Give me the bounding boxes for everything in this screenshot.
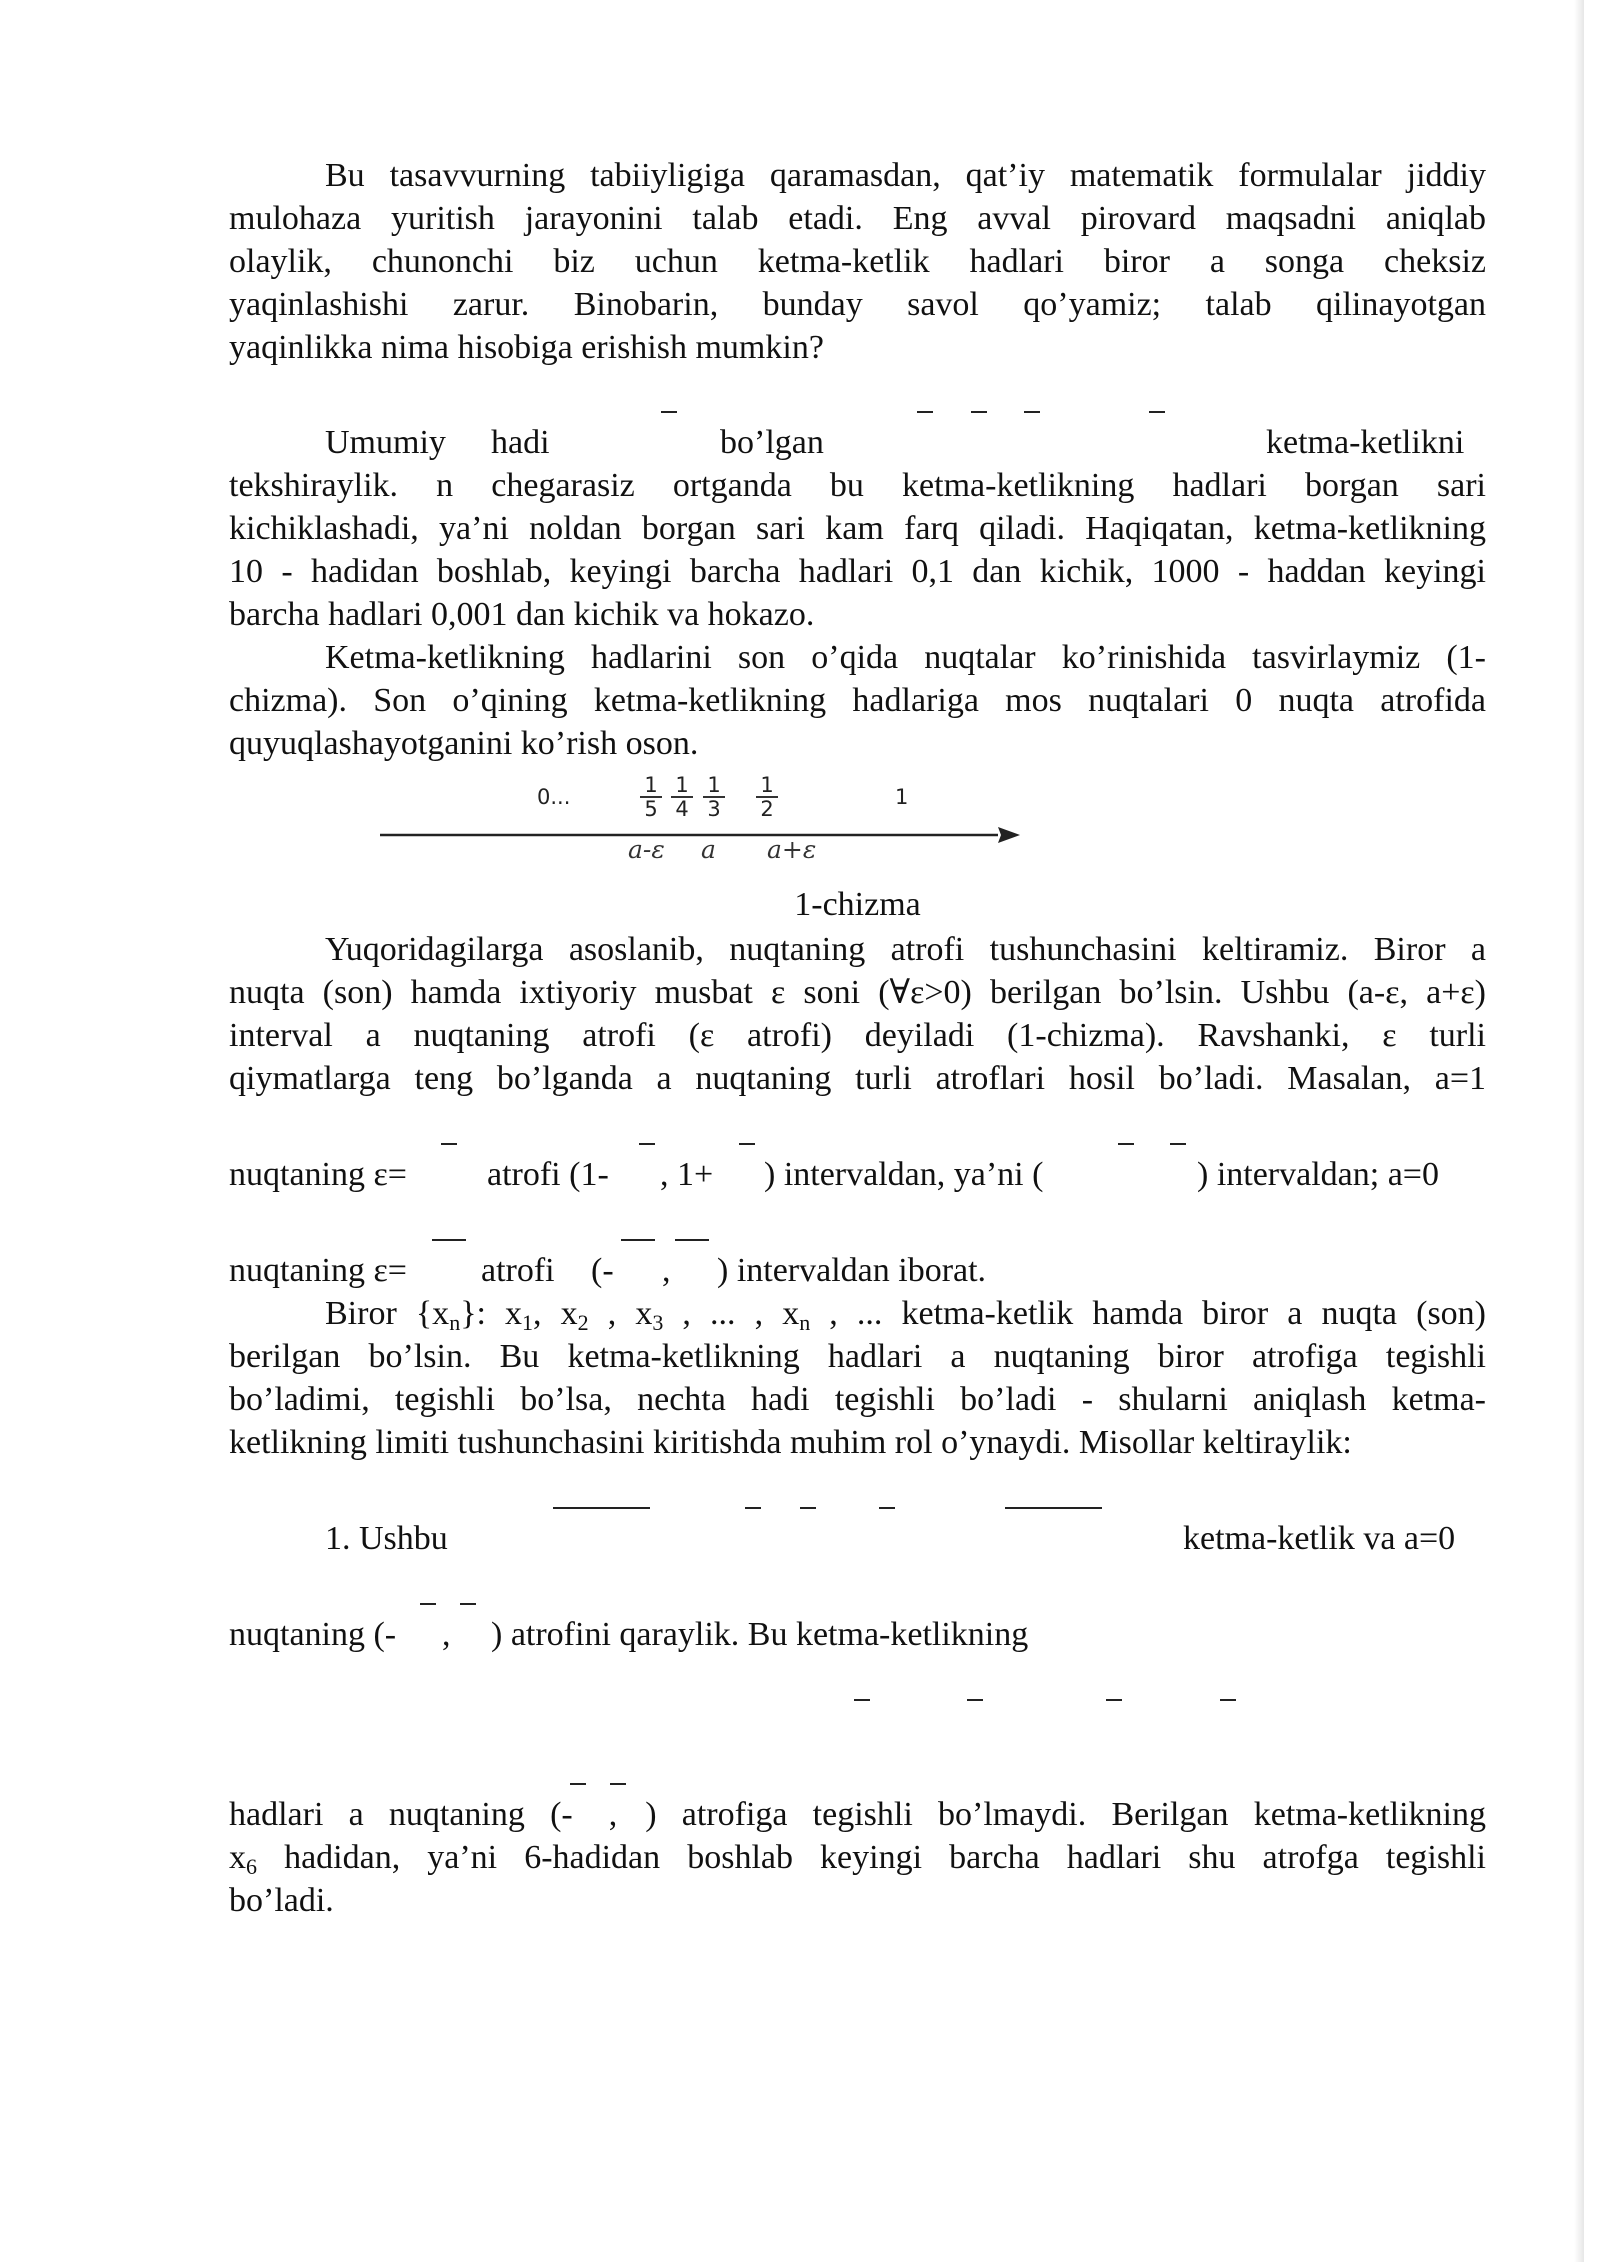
para1-line5: yaqinlikka nima hisobiga erishish mumkin? — [229, 329, 824, 366]
formula-bar — [610, 1783, 626, 1785]
formula-bar — [1170, 1143, 1186, 1145]
formula-bar — [1106, 1699, 1122, 1701]
example1-line2-a: nuqtaning (- — [229, 1616, 397, 1653]
axis-arrow-icon — [998, 827, 1020, 843]
para1-line3: olaylik, chunonchi biz uchun ketma-ketlik hadlari biror a songa cheksiz — [229, 243, 1486, 280]
para4-line3: interval a nuqtaning atrofi (ε atrofi) deyiladi (1-chizma). Ravshanki, ε turli — [229, 1017, 1486, 1054]
formula-bar — [460, 1603, 476, 1605]
example1-tail: ketma-ketlik va a=0 — [1183, 1520, 1456, 1557]
para4-line5-e: ) intervaldan; a=0 — [1197, 1156, 1439, 1193]
formula-bar — [1118, 1143, 1134, 1145]
formula-bar — [739, 1143, 755, 1145]
para4-line5-d: ) intervaldan, ya’ni ( — [764, 1156, 1044, 1193]
para4-line2: nuqta (son) hamda ixtiyoriy musbat ε soni (∀ε>0) berilgan bo’lsin. Ushbu (a-ε, a+ε) — [229, 974, 1486, 1011]
para2-line2: tekshiraylik. n chegarasiz ortganda bu ketma-ketlikning hadlari borgan sari — [229, 467, 1486, 504]
formula-bar — [879, 1507, 895, 1509]
fraction-one-fourth: $\frac{1}{4}$ — [671, 774, 693, 820]
para3-line3: quyuqlashayotganini ko’rish oson. — [229, 725, 699, 762]
para2-line5: barcha hadlari 0,001 dan kichik va hokazo. — [229, 596, 815, 633]
fraction-one-half: $\frac{1}{2}$ — [756, 774, 778, 820]
para2-line3: kichiklashadi, ya’ni noldan borgan sari kam farq qiladi. Haqiqatan, ketma-ketlikning — [229, 510, 1486, 547]
para1-line1: Bu tasavvurning tabiiyligiga qaramasdan, qat’iy matematik formulalar jiddiy — [325, 157, 1486, 194]
formula-bar — [621, 1239, 655, 1241]
para4-line1: Yuqoridagilarga asoslanib, nuqtaning atrofi tushunchasini keltiramiz. Biror a — [325, 931, 1486, 968]
para5-line2: berilgan bo’lsin. Bu ketma-ketlikning hadlari a nuqtaning biror atrofiga tegishli — [229, 1338, 1486, 1375]
figure-caption: 1-chizma — [794, 886, 921, 923]
para5-line4: ketlikning limiti tushunchasini kiritishda muhim rol o’ynaydi. Misollar keltiraylik: — [229, 1424, 1352, 1461]
one-label: 1 — [895, 785, 909, 809]
para4-line6-b: atrofi — [481, 1252, 555, 1289]
formula-bar — [917, 411, 933, 413]
example1-line2-b: , — [442, 1616, 451, 1653]
formula-bar — [967, 1699, 983, 1701]
formula-bar — [420, 1603, 436, 1605]
para4-line6-c: (- — [591, 1252, 614, 1289]
para2-ketma-ketlikni: ketma-ketlikni — [1266, 424, 1465, 461]
fraction-one-fifth: $\frac{1}{5}$ — [640, 774, 662, 820]
para4-line6-a: nuqtaning ε= — [229, 1252, 407, 1289]
formula-bar — [432, 1239, 466, 1241]
formula-bar — [854, 1699, 870, 1701]
para4-line6-e: ) intervaldan iborat. — [717, 1252, 987, 1289]
label-a-minus-eps: a-ε — [628, 835, 665, 864]
formula-bar — [553, 1507, 650, 1509]
formula-bar — [675, 1239, 709, 1241]
label-a: a — [701, 835, 716, 864]
example1-lead: 1. Ushbu — [325, 1520, 448, 1557]
para4-line5-a: nuqtaning ε= — [229, 1156, 407, 1193]
example1-line5: bo’ladi. — [229, 1882, 334, 1919]
formula-bar — [570, 1783, 586, 1785]
para4-line4: qiymatlarga teng bo’lganda a nuqtaning turli atroflari hosil bo’ladi. Masalan, a=1 — [229, 1060, 1486, 1097]
zero-label: 0... — [537, 785, 571, 809]
example1-line2-c: ) atrofini qaraylik. Bu ketma-ketlikning — [491, 1616, 1029, 1653]
para4-line5-b: atrofi (1- — [487, 1156, 609, 1193]
formula-bar — [971, 411, 987, 413]
formula-bar — [1005, 1507, 1102, 1509]
fraction-one-third: $\frac{1}{3}$ — [703, 774, 725, 820]
para5-line3: bo’ladimi, tegishli bo’lsa, nechta hadi tegishli bo’ladi - shularni aniqlash ketma- — [229, 1381, 1486, 1418]
para3-line2: chizma). Son o’qining ketma-ketlikning hadlariga mos nuqtalari 0 nuqta atrofida — [229, 682, 1486, 719]
example1-line3: hadlari a nuqtaning (- , ) atrofiga tegishli bo’lmaydi. Berilgan ketma-ketlikning — [229, 1796, 1486, 1833]
para3-line1: Ketma-ketlikning hadlarini son o’qida nuqtalar ko’rinishida tasvirlaymiz (1- — [325, 639, 1486, 676]
para4-line5-c: , 1+ — [660, 1156, 714, 1193]
para4-line6-d: , — [662, 1252, 671, 1289]
formula-bar — [639, 1143, 655, 1145]
para2-hadi: hadi — [491, 424, 550, 461]
example1-line4: $x_6$ hadidan, ya’ni 6-hadidan boshlab keyingi barcha hadlari shu atrofga tegishli — [229, 1839, 1486, 1879]
para5-line1: Biror $\{x_n\}$: $x_1$, $x_2$ , $x_3$ , ... , $x_n$ , ... ketma-ketlik hamda biror a nuqta (son) — [325, 1295, 1486, 1335]
para1-line2: mulohaza yuritish jarayonini talab etadi. Eng avval pirovard maqsadni aniqlab — [229, 200, 1486, 237]
para2-bolgan: bo’lgan — [720, 424, 824, 461]
number-line-axis — [378, 822, 1022, 848]
formula-bar — [800, 1507, 816, 1509]
formula-bar — [661, 411, 677, 413]
para2-umumiy: Umumiy — [325, 424, 446, 461]
page-edge-shadow — [1574, 0, 1584, 2262]
para2-line4: 10 - hadidan boshlab, keyingi barcha hadlari 0,1 dan kichik, 1000 - haddan keyingi — [229, 553, 1486, 590]
formula-bar — [1024, 411, 1040, 413]
formula-bar — [441, 1143, 457, 1145]
label-a-plus-eps: a+ε — [767, 835, 817, 864]
formula-bar — [1220, 1699, 1236, 1701]
formula-bar — [745, 1507, 761, 1509]
para1-line4: yaqinlashishi zarur. Binobarin, bunday savol qo’yamiz; talab qilinayotgan — [229, 286, 1486, 323]
formula-bar — [1149, 411, 1165, 413]
